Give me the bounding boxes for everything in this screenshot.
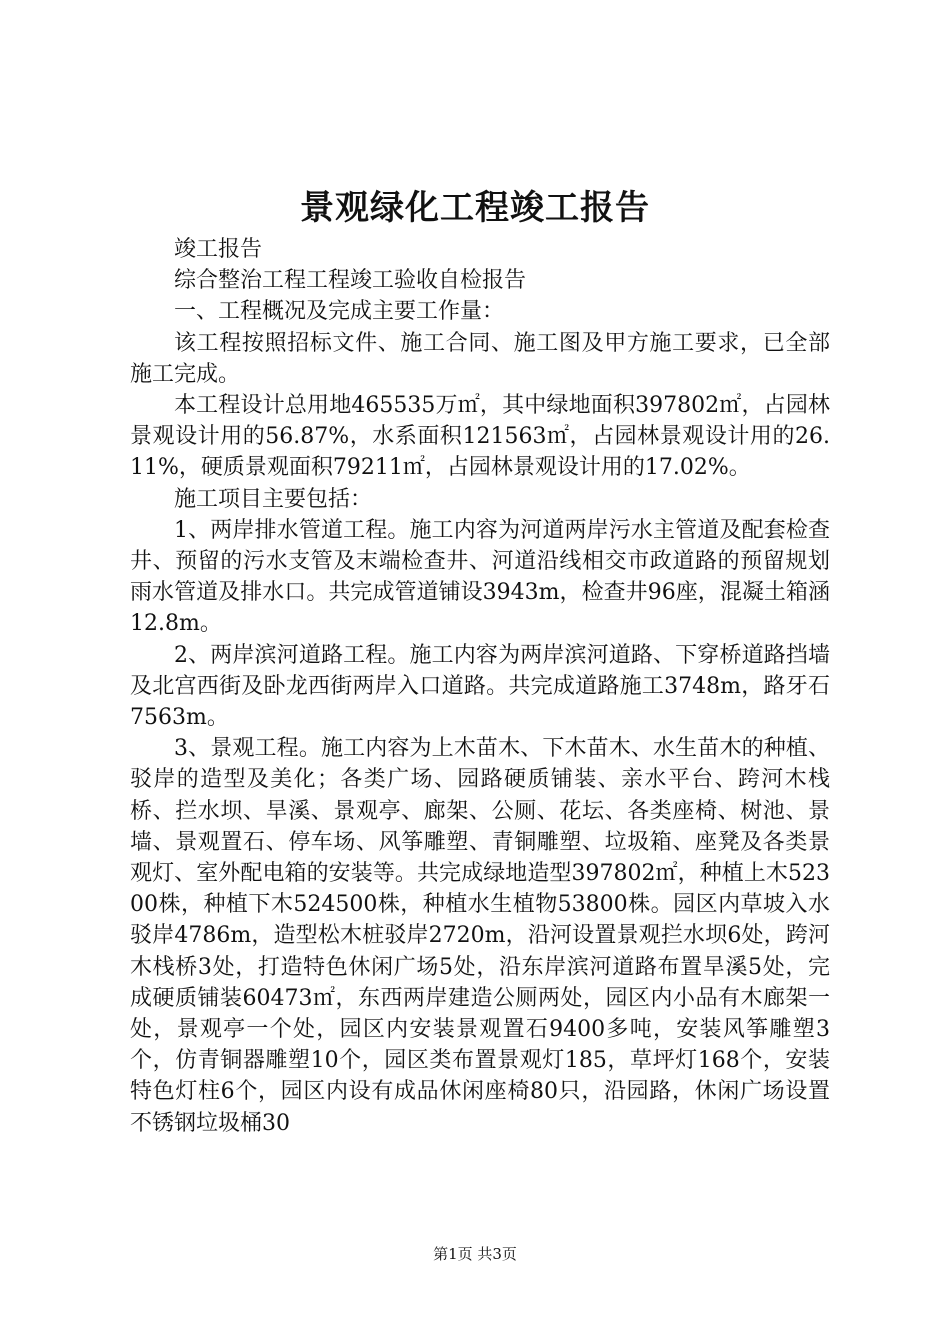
paragraph-report-name: 综合整治工程工程竣工验收自检报告 (174, 268, 527, 294)
page-number-footer: 第1页 共3页 (433, 1245, 517, 1263)
paragraph-landscape: 3、景观工程。施工内容为上木苗木、下木苗木、水生苗木的种植、驳岸的造型及美化；各类广场、园路硬质铺装、亲水平台、跨河木栈桥、拦水坝、旱溪、景观亭、廊架、公厕、花坛、各类座椅、树池、景墙、景观置石、停车场、风筝雕塑、青铜雕塑、垃圾箱、座凳及各类景观灯、室外配电箱的安装等。共完成绿地造型397802㎡，种植上木52300株，种植下木524500株，种植水生植物53800株。园区内草坡入水驳岸4786m，造型松木桩驳岸2720m，沿河设置景观拦水坝6处，跨河木栈桥3处，打造特色休闲广场5处，沿东岸滨河道路布置旱溪5处，完成硬质铺装60473㎡，东西两岸建造公厕两处，园区内小品有木廊架一处，景观亭一个处，园区内安装景观置石9400多吨，安装风筝雕塑3个，仿青铜器雕塑10个，园区类布置景观灯185，草坪灯168个，安装特色灯柱6个，园区内设有成品休闲座椅80只，沿园路，休闲广场设置不锈钢垃圾桶30 (130, 736, 830, 1136)
paragraph-roads: 2、两岸滨河道路工程。施工内容为两岸滨河道路、下穿桥道路挡墙及北宫西街及卧龙西街两岸入口道路。共完成道路施工3748m，路牙石7563m。 (130, 642, 830, 731)
paragraph-items-intro: 施工项目主要包括： (174, 486, 373, 512)
document-title: 景观绿化工程竣工报告 (300, 188, 650, 228)
paragraph-drainage: 1、两岸排水管道工程。施工内容为河道两岸污水主管道及配套检查井、预留的污水支管及末端检查井、河道沿线相交市政道路的预留规划雨水管道及排水口。共完成管道铺设3943m，检查井96座，混凝土箱涵12.8m。 (130, 517, 830, 637)
paragraph-section-overview: 一、工程概况及完成主要工作量： (174, 299, 505, 325)
paragraph-heading-report: 竣工报告 (174, 237, 263, 262)
paragraph-area-summary: 本工程设计总用地465535万㎡，其中绿地面积397802㎡，占园林景观设计用的56.87%，水系面积121563㎡，占园林景观设计用的26.11%，硬质景观面积79211㎡，占园林景观设计用的17.02%。 (130, 393, 830, 481)
paragraph-completion-statement: 该工程按照招标文件、施工合同、施工图及甲方施工要求，已全部施工完成。 (130, 330, 830, 387)
document-body (130, 234, 830, 1139)
